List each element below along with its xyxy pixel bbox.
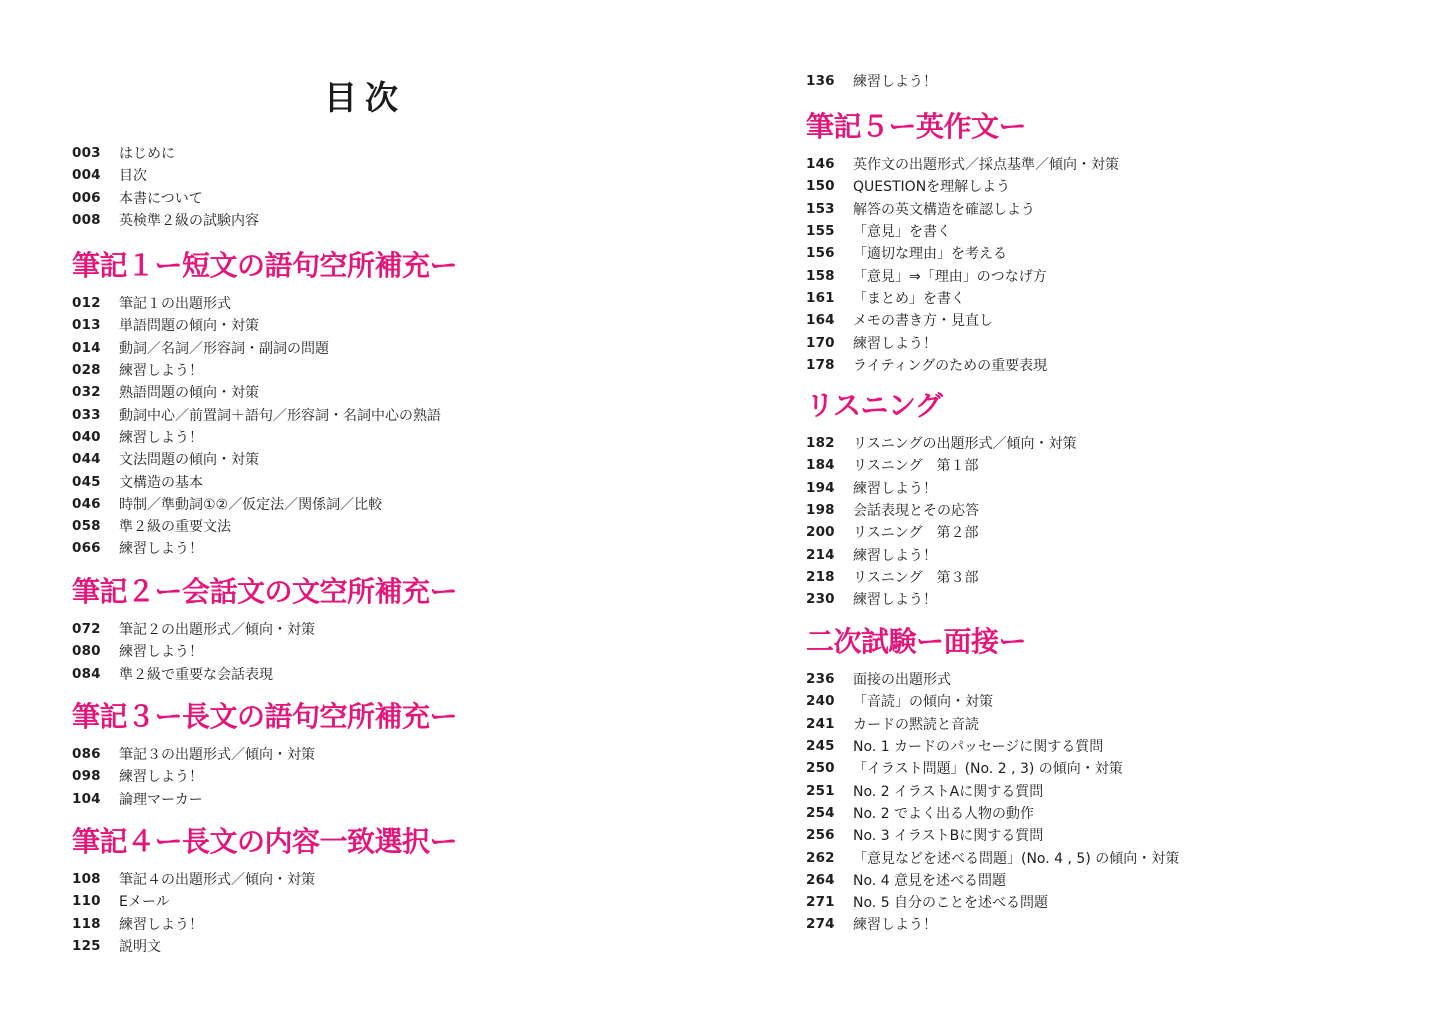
toc-section-interview <box>806 624 1179 936</box>
page-number: 150 <box>806 178 835 195</box>
section-heading: 筆記３ー長文の語句空所補充ー <box>72 700 458 733</box>
toc-entry[interactable] <box>806 735 1179 757</box>
toc-entry[interactable] <box>806 432 1076 454</box>
page-number: 058 <box>72 518 101 535</box>
toc-entry[interactable] <box>806 869 1179 891</box>
entry-title: 解答の英文構造を確認しよう <box>853 201 1035 218</box>
page-number: 098 <box>72 768 101 785</box>
toc-entry[interactable] <box>806 543 1076 565</box>
entry-title: 文法問題の傾向・対策 <box>119 452 259 469</box>
page-number: 218 <box>806 568 835 585</box>
entry-title: 文構造の基本 <box>119 474 203 491</box>
toc-section-hikki5 <box>806 109 1119 376</box>
entry-title: No. 2 イラストAに関する質問 <box>853 783 1044 800</box>
page-number: 125 <box>72 938 101 955</box>
page-number: 164 <box>806 312 835 329</box>
toc-section-hikki3 <box>72 699 457 810</box>
entry-title: 「まとめ」を書く <box>853 290 965 307</box>
page-number: 032 <box>72 384 101 401</box>
page-number: 104 <box>72 790 101 807</box>
entry-title: 練習しよう！ <box>853 335 937 352</box>
page-number: 008 <box>72 212 101 229</box>
page-number: 033 <box>72 406 101 423</box>
toc-entry[interactable] <box>72 426 457 448</box>
entry-title: 「意見」を書く <box>853 224 951 241</box>
entry-title: 会話表現とその応答 <box>853 503 979 520</box>
toc-entry[interactable] <box>806 454 1076 476</box>
entry-title: 「音読」の傾向・対策 <box>853 694 993 711</box>
entry-title: 筆記１の出題形式 <box>119 296 231 313</box>
entry-title: 熟語問題の傾向・対策 <box>119 385 259 402</box>
toc-entry[interactable] <box>806 499 1076 521</box>
page-number: 182 <box>806 435 835 452</box>
toc-entry[interactable] <box>806 713 1179 735</box>
page-number: 013 <box>72 317 101 334</box>
entry-title: リスニング 第１部 <box>853 458 979 475</box>
page-number: 086 <box>72 746 101 763</box>
entry-title: 動詞／名詞／形容詞・副詞の問題 <box>119 340 329 357</box>
page-number: 136 <box>806 73 835 90</box>
toc-continued-group <box>806 70 937 92</box>
entry-title: 「意見」⇒「理由」のつなげ方 <box>853 268 1047 285</box>
toc-entry[interactable] <box>806 588 1076 610</box>
page-number: 012 <box>72 295 101 312</box>
toc-entry[interactable] <box>72 292 457 314</box>
page-number: 200 <box>806 524 835 541</box>
entry-title: 「イラスト問題」(No. 2 , 3) の傾向・対策 <box>853 761 1123 778</box>
entry-title: 練習しよう！ <box>119 429 203 446</box>
toc-entry[interactable] <box>806 287 1119 309</box>
toc-section-hikki2 <box>72 574 457 685</box>
page-number: 014 <box>72 339 101 356</box>
entry-title: No. 5 自分のことを述べる問題 <box>853 895 1049 912</box>
entry-title: No. 1 カードのパッセージに関する質問 <box>853 739 1104 756</box>
toc-entry[interactable] <box>72 537 457 559</box>
page-number: 045 <box>72 473 101 490</box>
page-number: 274 <box>806 916 835 933</box>
toc-entry[interactable] <box>806 779 1179 801</box>
entry-title: 練習しよう！ <box>119 541 203 558</box>
entry-title: 準２級で重要な会話表現 <box>119 666 273 683</box>
section-heading: リスニング <box>806 389 943 422</box>
toc-section-listening <box>806 388 1076 610</box>
toc-entry[interactable] <box>806 354 1119 376</box>
page-number: 245 <box>806 738 835 755</box>
entry-title: Eメール <box>119 894 170 911</box>
entry-title: リスニング 第２部 <box>853 525 979 542</box>
page-number: 254 <box>806 804 835 821</box>
toc-entry[interactable] <box>72 448 457 470</box>
page-number: 240 <box>806 693 835 710</box>
toc-entry[interactable] <box>72 640 457 662</box>
toc-entry[interactable] <box>806 477 1076 499</box>
page-number: 264 <box>806 871 835 888</box>
entry-title: メモの書き方・見直し <box>853 313 993 330</box>
toc-entry[interactable] <box>806 891 1179 913</box>
toc-entry[interactable] <box>72 314 457 336</box>
page-number: 072 <box>72 621 101 638</box>
entry-title: 練習しよう！ <box>853 592 937 609</box>
entry-title: 説明文 <box>119 939 161 956</box>
page-number: 108 <box>72 871 101 888</box>
entry-title: 筆記２の出題形式／傾向・対策 <box>119 622 315 639</box>
entry-title: はじめに <box>119 146 175 163</box>
entry-title: 筆記３の出題形式／傾向・対策 <box>119 747 315 764</box>
entry-title: 面接の出題形式 <box>853 672 951 689</box>
page-number: 003 <box>72 145 101 162</box>
toc-entry[interactable] <box>72 470 457 492</box>
entry-title: No. 3 イラストBに関する質問 <box>853 828 1044 845</box>
toc-entry[interactable] <box>806 153 1119 175</box>
toc-entry[interactable] <box>72 187 259 209</box>
entry-title: 論理マーカー <box>119 791 203 808</box>
entry-title: QUESTIONを理解しよう <box>853 179 1011 196</box>
entry-title: 「適切な理由」を考える <box>853 246 1007 263</box>
page-number: 044 <box>72 451 101 468</box>
entry-title: No. 2 でよく出る人物の動作 <box>853 805 1035 822</box>
toc-entry[interactable] <box>72 765 457 787</box>
toc-entry[interactable] <box>806 521 1076 543</box>
toc-entry[interactable] <box>72 493 457 515</box>
entry-title: 本書について <box>119 190 203 207</box>
entry-title: 筆記４の出題形式／傾向・対策 <box>119 872 315 889</box>
entry-title: リスニング 第３部 <box>853 569 979 586</box>
section-heading: 筆記５ー英作文ー <box>806 110 1027 143</box>
section-heading: 二次試験ー面接ー <box>806 625 1027 658</box>
toc-entry[interactable] <box>72 890 457 912</box>
toc-entry[interactable] <box>806 220 1119 242</box>
page-number: 271 <box>806 894 835 911</box>
entry-title: 練習しよう！ <box>853 547 937 564</box>
toc-section-hikki1 <box>72 248 457 560</box>
entry-title: 単語問題の傾向・対策 <box>119 318 259 335</box>
entry-title: No. 4 意見を述べる問題 <box>853 872 1007 889</box>
page-number: 066 <box>72 540 101 557</box>
entry-title: 練習しよう！ <box>853 917 937 934</box>
toc-entry[interactable] <box>806 668 1179 690</box>
page-number: 110 <box>72 893 101 910</box>
entry-title: カードの黙読と音読 <box>853 716 979 733</box>
toc-entry[interactable] <box>806 824 1179 846</box>
page-number: 080 <box>72 643 101 660</box>
entry-title: 動詞中心／前置詞＋語句／形容詞・名詞中心の熟語 <box>119 407 441 424</box>
toc-entry[interactable] <box>72 337 457 359</box>
entry-title: ライティングのための重要表現 <box>853 357 1048 374</box>
page-number: 170 <box>806 334 835 351</box>
page-number: 198 <box>806 502 835 519</box>
entry-title: 練習しよう！ <box>119 916 203 933</box>
entry-title: 練習しよう！ <box>119 769 203 786</box>
page-number: 040 <box>72 428 101 445</box>
toc-entry[interactable] <box>806 690 1179 712</box>
toc-entry[interactable] <box>806 309 1119 331</box>
page-number: 084 <box>72 665 101 682</box>
page-number: 214 <box>806 546 835 563</box>
page-number: 230 <box>806 591 835 608</box>
entry-title: 練習しよう！ <box>119 644 203 661</box>
page-number: 153 <box>806 200 835 217</box>
toc-entry[interactable] <box>806 566 1076 588</box>
page-number: 161 <box>806 289 835 306</box>
toc-entry[interactable] <box>72 142 259 164</box>
page-number: 241 <box>806 715 835 732</box>
page-number: 004 <box>72 167 101 184</box>
toc-entry[interactable] <box>806 175 1119 197</box>
entry-title: 練習しよう！ <box>853 480 937 497</box>
toc-entry[interactable] <box>72 618 457 640</box>
toc-entry[interactable] <box>72 913 457 935</box>
page-number: 046 <box>72 495 101 512</box>
entry-title: 時制／準動詞①②／仮定法／関係詞／比較 <box>119 496 383 513</box>
page-number: 156 <box>806 245 835 262</box>
page-title: 目次 <box>324 78 406 117</box>
toc-entry[interactable] <box>72 209 259 231</box>
toc-entry[interactable] <box>806 198 1119 220</box>
toc-entry[interactable] <box>72 515 457 537</box>
page-number: 184 <box>806 457 835 474</box>
page-number: 158 <box>806 267 835 284</box>
page-number: 155 <box>806 223 835 240</box>
toc-entry[interactable] <box>72 663 457 685</box>
toc-entry[interactable] <box>72 788 457 810</box>
page-number: 262 <box>806 849 835 866</box>
page-number: 251 <box>806 782 835 799</box>
toc-entry[interactable] <box>72 403 457 425</box>
toc-entry[interactable] <box>806 913 1179 935</box>
entry-title: 英作文の出題形式／採点基準／傾向・対策 <box>853 157 1119 174</box>
toc-entry[interactable] <box>806 757 1179 779</box>
page-number: 256 <box>806 827 835 844</box>
page-number: 250 <box>806 760 835 777</box>
page-number: 178 <box>806 356 835 373</box>
toc-entry[interactable] <box>806 242 1119 264</box>
page-number: 194 <box>806 479 835 496</box>
toc-entry[interactable] <box>806 331 1119 353</box>
page-number: 118 <box>72 915 101 932</box>
section-heading: 筆記４ー長文の内容一致選択ー <box>72 825 458 858</box>
toc-entry[interactable] <box>72 935 457 957</box>
toc-entry[interactable] <box>72 359 457 381</box>
toc-entry[interactable] <box>806 846 1179 868</box>
page-number: 028 <box>72 362 101 379</box>
entry-title: 「意見などを述べる問題」(No. 4 , 5) の傾向・対策 <box>853 850 1180 867</box>
entry-title: 練習しよう！ <box>853 74 937 91</box>
toc-entry[interactable] <box>806 802 1179 824</box>
toc-entry[interactable] <box>806 70 937 92</box>
entry-title: 英検準２級の試験内容 <box>119 213 259 230</box>
page-number: 146 <box>806 156 835 173</box>
entry-title: 準２級の重要文法 <box>119 519 231 536</box>
entry-title: 目次 <box>119 168 147 185</box>
toc-section-hikki4 <box>72 824 457 957</box>
toc-entry[interactable] <box>72 743 457 765</box>
toc-entry[interactable] <box>72 868 457 890</box>
toc-entry[interactable] <box>72 381 457 403</box>
page-number: 236 <box>806 671 835 688</box>
toc-entry[interactable] <box>72 164 259 186</box>
entry-title: 練習しよう！ <box>119 363 203 380</box>
entry-title: リスニングの出題形式／傾向・対策 <box>853 436 1077 453</box>
toc-entry[interactable] <box>806 264 1119 286</box>
section-heading: 筆記１ー短文の語句空所補充ー <box>72 249 458 282</box>
toc-intro-group <box>72 142 259 231</box>
section-heading: 筆記２ー会話文の文空所補充ー <box>72 575 458 608</box>
page-number: 006 <box>72 189 101 206</box>
